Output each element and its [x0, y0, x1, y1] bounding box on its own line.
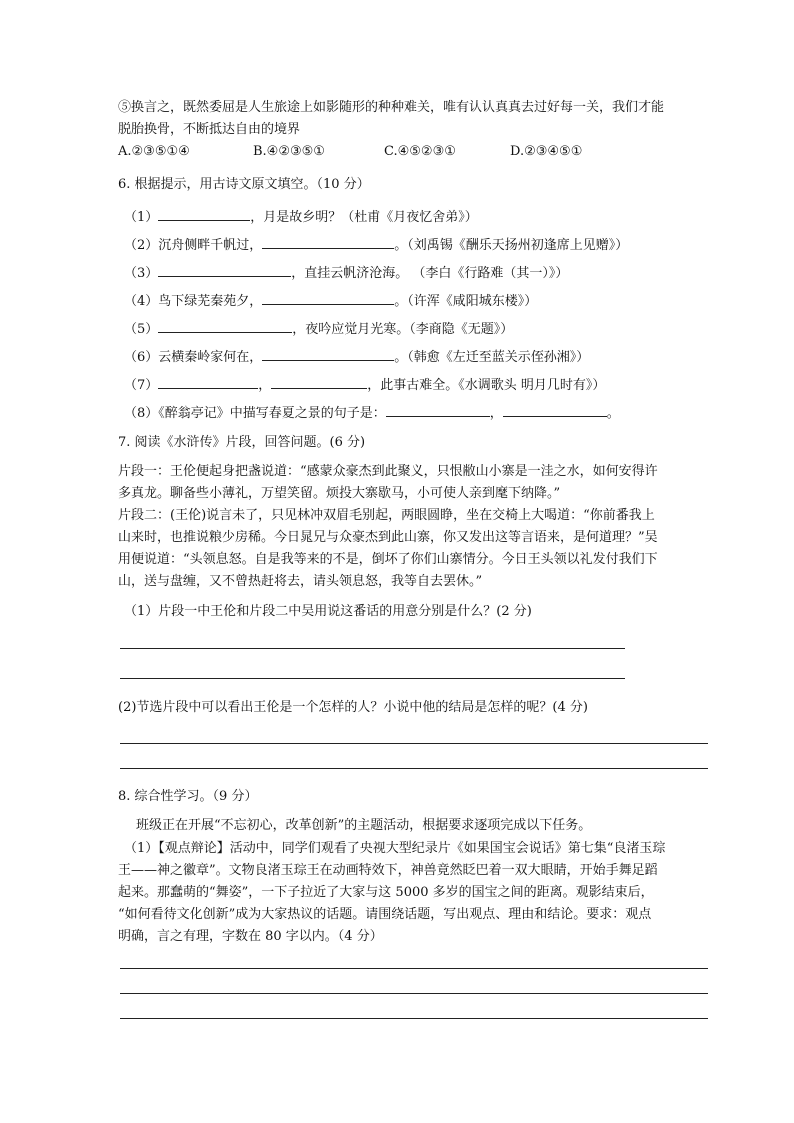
q8-task1-line4: “如何看待文化创新”成为大家热议的话题。请围绕话题，写出观点、理由和结论。要求：观点: [118, 907, 652, 922]
item5-line1: ⑤换言之，既然委屈是人生旅途上如影随形的种种难关，唯有认认真真去过好每一关，我们才能: [118, 100, 665, 115]
q8-task1-line5: 明确，言之有理，字数在 80 字以内。（4 分）: [118, 929, 383, 944]
item5-line2: 脱胎换骨，不断抵达自由的境界: [118, 122, 301, 137]
q6-item-5: （5） ，夜吟应觉月光寒。（李商隐《无题》）: [124, 318, 513, 339]
q7-passage2-line1: 片段二：(王伦)说言未了，只见林冲双眉毛别起，两眼圆睁，坐在交椅上大喝道：“你前番我上: [118, 508, 655, 523]
answer-line[interactable]: [120, 743, 708, 744]
answer-blank[interactable]: [158, 318, 292, 333]
q7-passage1-line1: 片段一：王伦便起身把盏说道：“感蒙众豪杰到此聚义，只恨敝山小寨是一洼之水，如何安得许: [118, 464, 658, 479]
answer-line[interactable]: [120, 678, 625, 679]
answer-line[interactable]: [120, 648, 625, 649]
option-c: C.④⑤②③①: [384, 144, 456, 159]
answer-blank[interactable]: [262, 234, 394, 249]
q8-title: 8. 综合性学习。（9 分）: [118, 789, 258, 804]
answer-blank[interactable]: [386, 402, 490, 417]
answer-line[interactable]: [120, 993, 708, 994]
option-d: D.②③④⑤①: [510, 144, 583, 159]
q7-sub2: (2)节选片段中可以看出王伦是一个怎样的人？小说中他的结局是怎样的呢？(4 分): [118, 700, 588, 715]
answer-blank[interactable]: [503, 402, 607, 417]
q6-item-4: （4）鸟下绿芜秦苑夕， 。（许浑《咸阳城东楼》）: [124, 290, 537, 311]
q7-title: 7. 阅读《水浒传》片段，回答问题。(6 分): [118, 435, 366, 450]
option-a: A.②③⑤①④: [118, 144, 190, 159]
answer-line[interactable]: [120, 1018, 708, 1019]
answer-blank[interactable]: [262, 346, 394, 361]
q6-title: 6. 根据提示，用古诗文原文填空。（10 分）: [118, 177, 370, 192]
answer-blank[interactable]: [158, 262, 291, 277]
q7-passage2-line3: 用便说道：“头领息怒。自是我等来的不是，倒坏了你们山寨情分。今日王头领以礼发付我们下: [118, 552, 658, 567]
q8-task1-line2: 王——神之徽章”。文物良渚玉琮王在动画特效下，神兽竟然眨巴着一双大眼睛，开始手舞足蹈: [118, 863, 658, 878]
q8-task1-line1: （1）【观点辩论】活动中，同学们观看了央视大型纪录片《如果国宝会说话》第七集“良渚玉琮: [124, 841, 666, 856]
answer-blank[interactable]: [271, 374, 367, 389]
q6-item-6: （6）云横秦岭家何在， 。（韩愈《左迁至蓝关示侄孙湘》）: [124, 346, 589, 367]
answer-blank[interactable]: [158, 374, 258, 389]
q8-task1-line3: 起来。那蠢萌的“舞姿”，一下子拉近了大家与这 5000 多岁的国宝之间的距离。观影结束后，: [118, 885, 654, 900]
q6-item-8: （8）《醉翁亭记》中描写春夏之景的句子是： ， 。: [124, 402, 620, 423]
q7-sub1: （1）片段一中王伦和片段二中吴用说这番话的用意分别是什么？(2 分): [124, 604, 532, 619]
q6-item-7: （7） ， ，此事古难全。《水调歌头 明月几时有》）: [124, 374, 605, 395]
answer-blank[interactable]: [262, 290, 394, 305]
answer-line[interactable]: [120, 768, 708, 769]
q6-item-1: （1） ，月是故乡明？（杜甫《月夜忆舍弟》）: [124, 206, 478, 227]
q6-item-2: （2）沉舟侧畔千帆过， 。（刘禹锡《酬乐天扬州初逢席上见赠》）: [124, 234, 628, 255]
item5-options: [118, 143, 582, 161]
option-b: B.④②③⑤①: [253, 144, 325, 159]
q7-passage1-line2: 多真龙。聊备些小薄礼，万望笑留。烦投大寨歇马，小可使人亲到麾下纳降。”: [118, 486, 561, 501]
q6-item-3: （3） ，直挂云帆济沧海。 （李白《行路难（其一）》）: [124, 262, 568, 283]
q7-passage2-line2: 山来时，也推说粮少房稀。今日晁兄与众豪杰到此山寨，你又发出这等言语来，是何道理？”吴: [118, 530, 658, 545]
q7-passage2-line4: 山，送与盘缠，又不曾热赶将去，请头领息怒，我等自去罢休。”: [118, 574, 483, 589]
answer-blank[interactable]: [158, 206, 250, 221]
answer-line[interactable]: [120, 968, 708, 969]
q8-intro: 班级正在开展“不忘初心，改革创新”的主题活动，根据要求逐项完成以下任务。: [136, 818, 592, 833]
